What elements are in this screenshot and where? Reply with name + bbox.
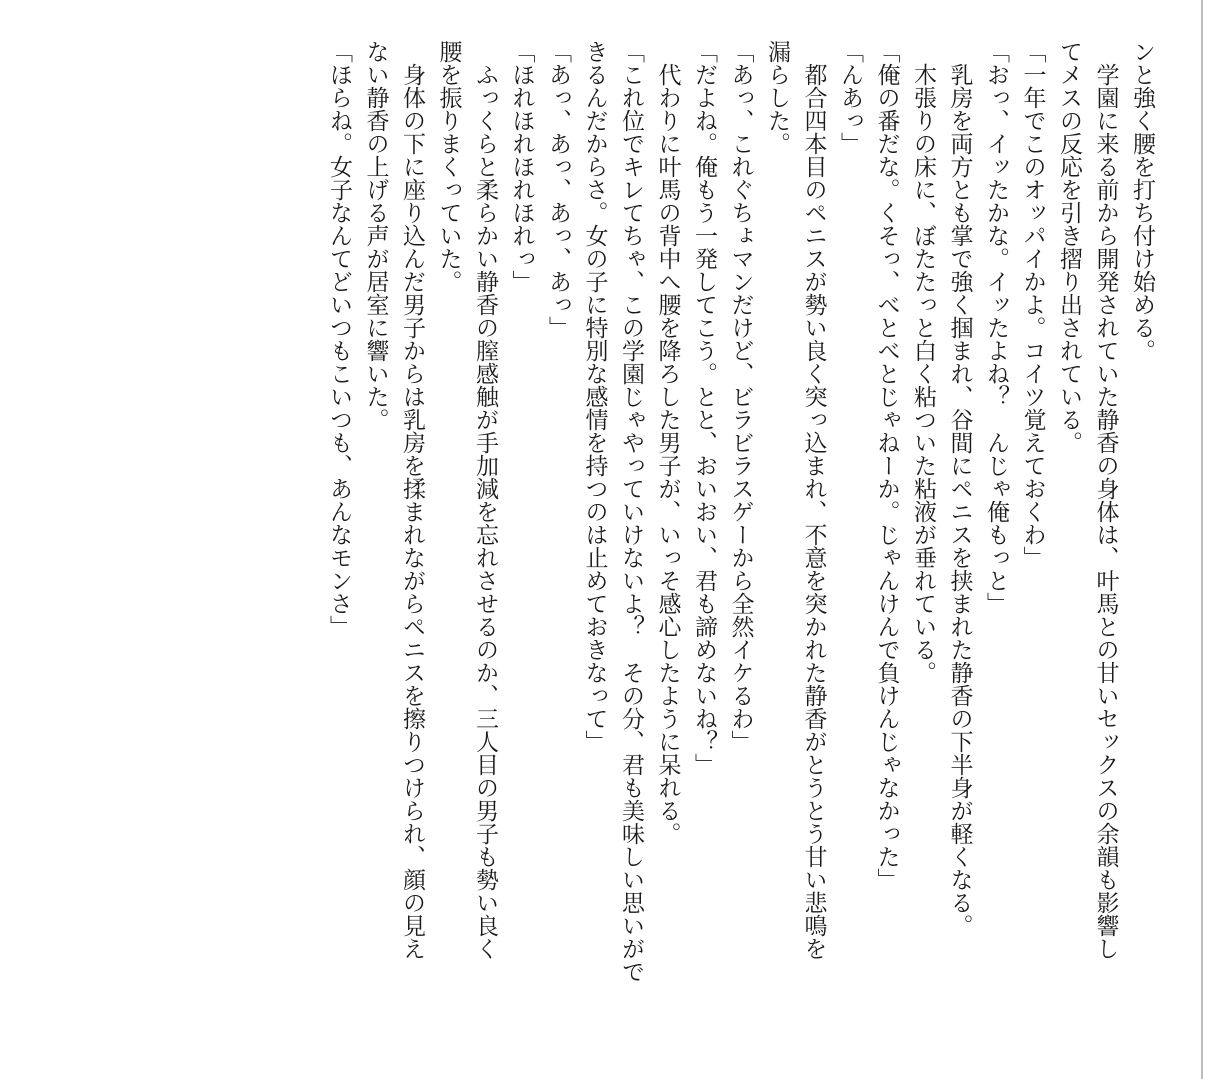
vertical-text-body xyxy=(60,40,1160,1060)
text-line: 漏らした。 xyxy=(764,40,790,155)
text-line: ふっくらと柔らかい静香の膣感触が手加減を忘れさせるのか、三人目の男子も勢い良く xyxy=(472,63,498,960)
dialogue-line: 「あっ、あっ、あっ、あっ」 xyxy=(545,40,571,339)
dialogue-line: 「ほれほれほれほれっ」 xyxy=(508,40,535,293)
dialogue-line: きるんだからさ。女の子に特別な感情を持つのは止めておきなって」 xyxy=(581,40,608,753)
text-line: 乳房を両方とも掌で強く掴まれ、谷間にペニスを挟まれた静香の下半身が軽くなる。 xyxy=(946,63,973,937)
dialogue-line: 「一年でこのオッパイかよ。コイツ覚えておくわ」 xyxy=(1019,40,1046,569)
text-line: 学園に来る前から開発されていた静香の身体は、叶馬との甘いセックスの余韻も影響し xyxy=(1092,63,1119,960)
text-line: 代わりに叶馬の背中へ腰を降ろした男子が、いっそ感心したように呆れる。 xyxy=(654,63,681,845)
dialogue-line: 「ほらね。女子なんてどいつもこいつも、あんなモンさ」 xyxy=(326,40,352,638)
text-line: てメスの反応を引き摺り出されている。 xyxy=(1056,40,1082,454)
dialogue-line: 「あっ、これぐちょマンだけど、ビラビラスゲーから全然イケるわ」 xyxy=(727,40,754,753)
text-line: 身体の下に座り込んだ男子からは乳房を揉まれながらペニスを擦りつけられ、顔の見え xyxy=(399,63,425,960)
page-edge-divider xyxy=(1201,0,1203,1079)
dialogue-line: 「んあっ」 xyxy=(837,40,863,155)
text-line: 腰を振りまくっていた。 xyxy=(435,40,462,293)
dialogue-line: 「おっ、イッたかな。イッたよね？ んじゃ俺もっと」 xyxy=(983,40,1009,615)
text-line: ない静香の上げる声が居室に響いた。 xyxy=(362,40,389,431)
text-line: ンと強く腰を打ち付け始める。 xyxy=(1129,40,1155,362)
text-line: 都合四本目のペニスが勢い良く突っ込まれ、不意を突かれた静香がとうとう甘い悲鳴を xyxy=(800,63,827,960)
dialogue-line: 「だよね。俺もう一発してこう。とと、おいおい、君も諦めないね？」 xyxy=(691,40,717,776)
dialogue-line: 「これ位でキレてちゃ、この学園じゃやっていけないよ？ その分、君も美味しい思いがで xyxy=(618,40,644,983)
dialogue-line: 「俺の番だな。くそっ、べとべとじゃねーか。じゃんけんで負けんじゃなかった」 xyxy=(873,40,900,891)
text-line: 木張りの床に、ぼたたっと白く粘ついた粘液が垂れている。 xyxy=(910,63,936,684)
